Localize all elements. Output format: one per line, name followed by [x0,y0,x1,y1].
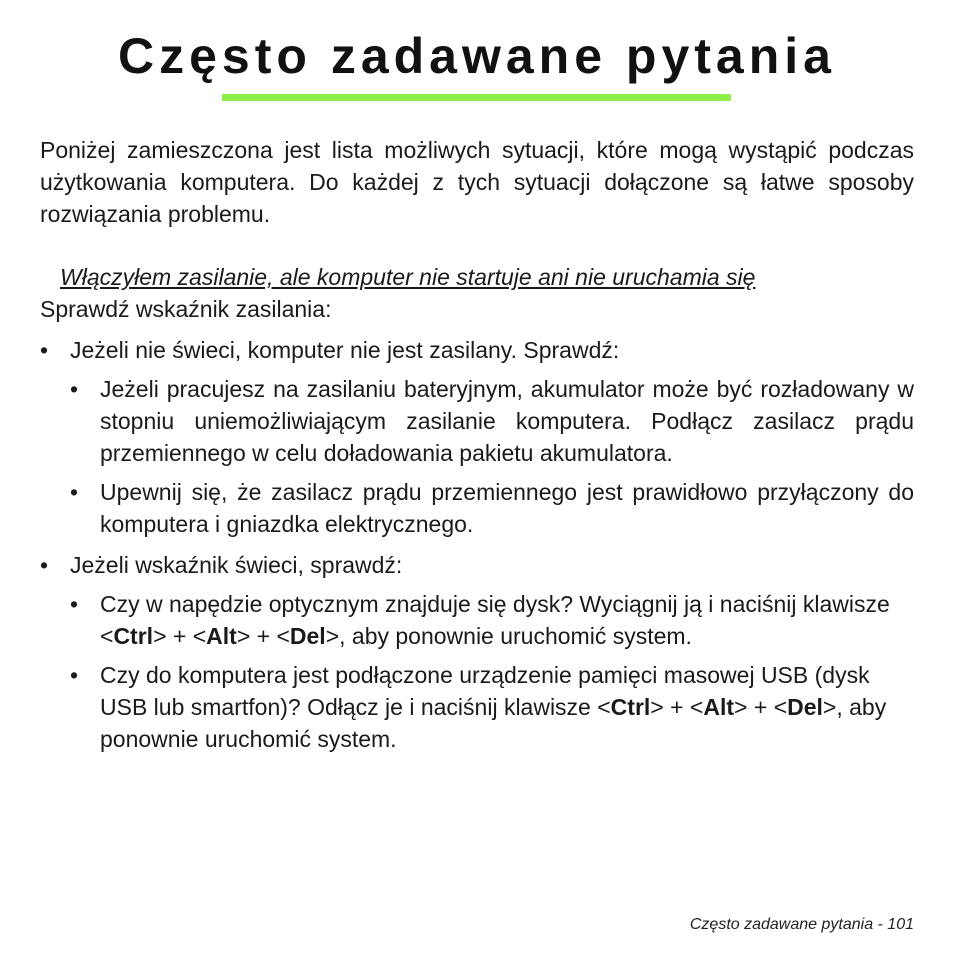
sub-list-item-text: Jeżeli pracujesz na zasilaniu bateryjnym, akumulator może być rozładowany w stopniu uniemożliwiającym zasilanie komputera. Podłącz zasilacz prądu przemiennego w celu doładowania pakietu akumulatora. [100,376,914,466]
list-item-text: Jeżeli nie świeci, komputer nie jest zasilany. Sprawdź: [70,337,620,363]
sub-list-item [70,659,914,755]
key-ctrl: Ctrl [610,694,651,720]
key-alt: Alt [703,694,735,720]
title-underline [222,94,731,101]
issue-list [40,334,914,755]
sub-list [70,588,914,755]
intro-paragraph: Poniżej zamieszczona jest lista możliwych sytuacji, które mogą wystąpić podczas użytkowania komputera. Do każdej z tych sytuacji dołączone są łatwe sposoby rozwiązania problemu. [40,137,914,227]
bullet: • [70,479,79,505]
sub-list-item [70,476,914,540]
sub-list-item [70,588,914,652]
key-ctrl: Ctrl [113,623,154,649]
sub-list-item-text: Upewnij się, że zasilacz prądu przemiennego jest prawidłowo przyłączony do komputera i gniazdka elektrycznego. [100,479,914,537]
sub-list-item-text: Czy do komputera jest podłączone urządzenie pamięci masowej USB (dysk USB lub smartfon)? Odłącz je i naciśnij klawisze <Ctrl> + <Alt> + <Del>, aby ponownie uruchomić system. [100,662,887,752]
bullet: • [70,662,79,688]
list-item [40,549,914,755]
section-heading: Włączyłem zasilanie, ale komputer nie startuje ani nie uruchamia się [60,264,756,290]
bullet: • [70,376,79,402]
key-alt: Alt [206,623,237,649]
list-item-text: Jeżeli wskaźnik świeci, sprawdź: [70,552,403,578]
sub-list [70,373,914,540]
sub-list-item [70,373,914,469]
page-content [40,134,914,755]
key-del: Del [787,694,823,720]
page-footer: Często zadawane pytania - 101 [689,916,914,933]
bullet: • [70,591,79,617]
sub-list-item-text: Czy w napędzie optycznym znajduje się dysk? Wyciągnij ją i naciśnij klawisze <Ctrl> + <Alt> + <Del>, aby ponownie uruchomić system. [100,591,890,649]
bullet: • [40,552,49,578]
page-title: Często zadawane pytania [118,28,836,84]
list-item [40,334,914,540]
key-del: Del [289,623,326,649]
bullet: • [40,337,49,363]
check-line: Sprawdź wskaźnik zasilania: [40,296,332,322]
